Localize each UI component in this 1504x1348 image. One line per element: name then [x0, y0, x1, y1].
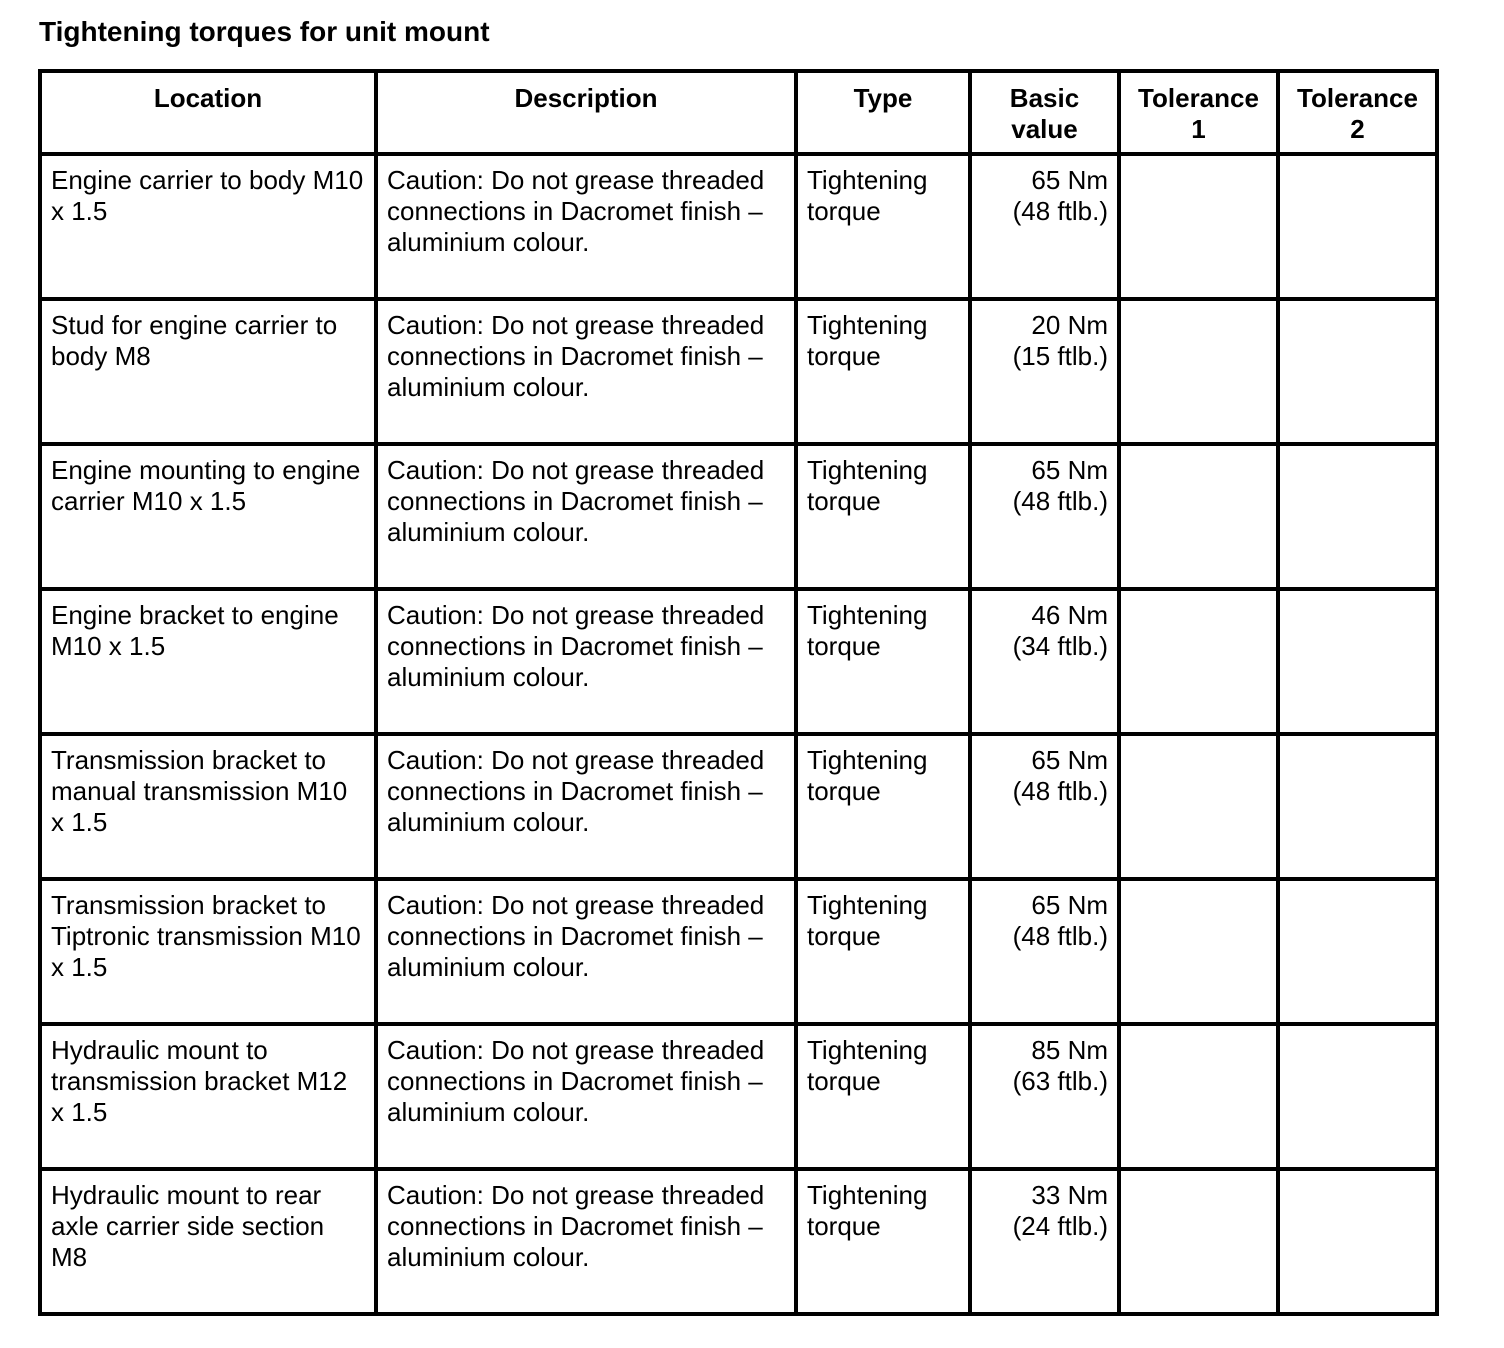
- table-row: [40, 1024, 1437, 1169]
- basic-value-nm: 65 Nm: [1031, 745, 1108, 775]
- page-title: Tightening torques for unit mount: [39, 16, 490, 47]
- cell-description: Caution: Do not grease threaded connections in Dacromet finish – aluminium colour.: [376, 154, 796, 299]
- cell-tolerance-1: [1119, 1169, 1278, 1314]
- table-row: [40, 1169, 1437, 1314]
- cell-tolerance-1: [1119, 154, 1278, 299]
- table-row: [40, 589, 1437, 734]
- basic-value-nm: 46 Nm: [1031, 600, 1108, 630]
- basic-value-nm: 85 Nm: [1031, 1035, 1108, 1065]
- table-body: [40, 154, 1437, 1314]
- cell-basic-value: [970, 589, 1119, 734]
- basic-value-ftlb: (48 ftlb.): [1012, 921, 1108, 951]
- cell-type: Tightening torque: [796, 734, 970, 879]
- cell-description: Caution: Do not grease threaded connections in Dacromet finish – aluminium colour.: [376, 589, 796, 734]
- basic-value-nm: 65 Nm: [1031, 455, 1108, 485]
- table-row: [40, 734, 1437, 879]
- cell-basic-value: [970, 1169, 1119, 1314]
- table-row: [40, 154, 1437, 299]
- cell-type: Tightening torque: [796, 299, 970, 444]
- cell-basic-value: [970, 734, 1119, 879]
- cell-tolerance-1: [1119, 299, 1278, 444]
- basic-value-nm: 20 Nm: [1031, 310, 1108, 340]
- header-basic-value: Basic value: [970, 71, 1119, 154]
- cell-type: Tightening torque: [796, 1024, 970, 1169]
- header-location: Location: [40, 71, 376, 154]
- cell-location: Engine carrier to body M10 x 1.5: [40, 154, 376, 299]
- cell-tolerance-1: [1119, 879, 1278, 1024]
- cell-tolerance-1: [1119, 734, 1278, 879]
- cell-type: Tightening torque: [796, 879, 970, 1024]
- basic-value-ftlb: (63 ftlb.): [1012, 1066, 1108, 1096]
- cell-tolerance-2: [1278, 589, 1437, 734]
- cell-tolerance-2: [1278, 1024, 1437, 1169]
- cell-basic-value: [970, 154, 1119, 299]
- header-description: Description: [376, 71, 796, 154]
- table-row: [40, 879, 1437, 1024]
- cell-tolerance-2: [1278, 879, 1437, 1024]
- basic-value-ftlb: (48 ftlb.): [1012, 776, 1108, 806]
- basic-value-ftlb: (15 ftlb.): [1012, 341, 1108, 371]
- cell-tolerance-1: [1119, 589, 1278, 734]
- cell-description: Caution: Do not grease threaded connections in Dacromet finish – aluminium colour.: [376, 879, 796, 1024]
- cell-tolerance-2: [1278, 299, 1437, 444]
- cell-type: Tightening torque: [796, 1169, 970, 1314]
- cell-location: Hydraulic mount to transmission bracket M12 x 1.5: [40, 1024, 376, 1169]
- basic-value-nm: 33 Nm: [1031, 1180, 1108, 1210]
- cell-description: Caution: Do not grease threaded connections in Dacromet finish – aluminium colour.: [376, 1169, 796, 1314]
- table-row: [40, 444, 1437, 589]
- header-tolerance-1: Tolerance 1: [1119, 71, 1278, 154]
- cell-location: Hydraulic mount to rear axle carrier side section M8: [40, 1169, 376, 1314]
- cell-basic-value: [970, 1024, 1119, 1169]
- basic-value-nm: 65 Nm: [1031, 890, 1108, 920]
- cell-location: Engine bracket to engine M10 x 1.5: [40, 589, 376, 734]
- cell-basic-value: [970, 444, 1119, 589]
- cell-type: Tightening torque: [796, 154, 970, 299]
- basic-value-ftlb: (48 ftlb.): [1012, 486, 1108, 516]
- cell-tolerance-2: [1278, 154, 1437, 299]
- cell-tolerance-2: [1278, 734, 1437, 879]
- cell-tolerance-1: [1119, 444, 1278, 589]
- cell-tolerance-1: [1119, 1024, 1278, 1169]
- cell-description: Caution: Do not grease threaded connections in Dacromet finish – aluminium colour.: [376, 734, 796, 879]
- cell-description: Caution: Do not grease threaded connections in Dacromet finish – aluminium colour.: [376, 444, 796, 589]
- basic-value-ftlb: (34 ftlb.): [1012, 631, 1108, 661]
- header-row: [40, 71, 1437, 154]
- cell-location: Transmission bracket to Tiptronic transmission M10 x 1.5: [40, 879, 376, 1024]
- cell-type: Tightening torque: [796, 589, 970, 734]
- cell-location: Transmission bracket to manual transmission M10 x 1.5: [40, 734, 376, 879]
- basic-value-nm: 65 Nm: [1031, 165, 1108, 195]
- cell-description: Caution: Do not grease threaded connections in Dacromet finish – aluminium colour.: [376, 299, 796, 444]
- cell-tolerance-2: [1278, 1169, 1437, 1314]
- cell-tolerance-2: [1278, 444, 1437, 589]
- header-tolerance-2: Tolerance 2: [1278, 71, 1437, 154]
- cell-basic-value: [970, 879, 1119, 1024]
- cell-location: Stud for engine carrier to body M8: [40, 299, 376, 444]
- basic-value-ftlb: (24 ftlb.): [1012, 1211, 1108, 1241]
- torque-table: [38, 69, 1439, 1316]
- basic-value-ftlb: (48 ftlb.): [1012, 196, 1108, 226]
- table-row: [40, 299, 1437, 444]
- cell-location: Engine mounting to engine carrier M10 x 1.5: [40, 444, 376, 589]
- cell-type: Tightening torque: [796, 444, 970, 589]
- cell-description: Caution: Do not grease threaded connections in Dacromet finish – aluminium colour.: [376, 1024, 796, 1169]
- header-type: Type: [796, 71, 970, 154]
- cell-basic-value: [970, 299, 1119, 444]
